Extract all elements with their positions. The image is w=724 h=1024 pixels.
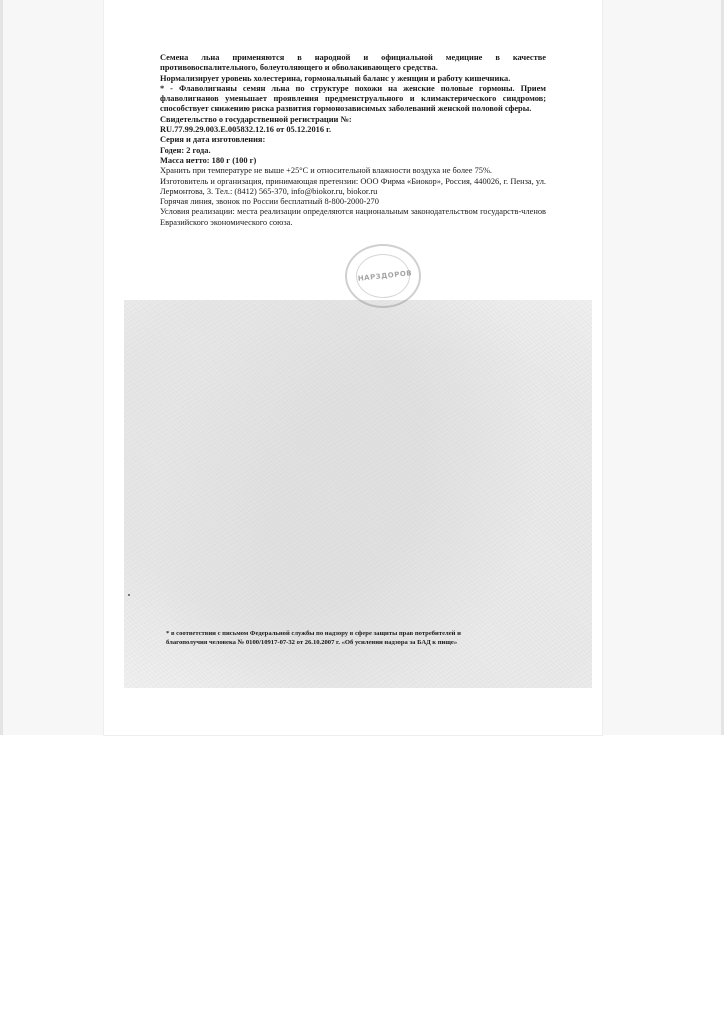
- scan-speck: [128, 594, 130, 596]
- paragraph-usage: Семена льна применяются в народной и официальной медицине в качестве противовоспалительного, болеутоляющего и обволакивающего средства.: [160, 53, 546, 73]
- storage-conditions: Хранить при температуре не выше +25°С и относительной влажности воздуха не более 75%.: [160, 166, 493, 176]
- stamp-text: НАРЗДОРОВ: [357, 269, 413, 283]
- shelf-life: Годен: 2 года.: [160, 145, 211, 155]
- manufacturer-info: Изготовитель и организация, принимающая претензии: ООО Фирма «Биокор», Россия, 440026, г. Пенза, ул. Лермонтова, 3. Тел.: (8412) 565-370, info@biokor.ru, biokor.ru: [160, 176, 546, 196]
- paragraph-normalizes: Нормализирует уровень холестерина, гормональный баланс у женщин и работу кишечника.: [160, 73, 511, 83]
- footnote: [166, 629, 526, 647]
- footnote-line-1: * в соответствии с письмом Федеральной службы по надзору в сфере защиты прав потребителей и: [166, 630, 461, 637]
- sheet-edge-left: [0, 0, 3, 735]
- document-body: [160, 53, 546, 228]
- paragraph-flavolignans: * - Флаволигнаны семян льна по структуре похожи на женские половые гормоны. Прием флаволигнанов уменьшает проявления предменструального и климактерического синдромов; способствует снижению риска развития гормонозависимых заболеваний женской половой сферы.: [160, 83, 546, 114]
- registration-number: RU.77.99.29.003.E.005832.12.16 от 05.12.2016 г.: [160, 125, 332, 135]
- company-stamp: [345, 244, 421, 308]
- sale-conditions: Условия реализации: места реализации определяются национальным законодательством государств-членов Евразийского экономического союза.: [160, 207, 546, 227]
- registration-label: Свидетельство о государственной регистрации №:: [160, 114, 352, 124]
- net-weight: Масса нетто: 180 г (100 г): [160, 155, 257, 165]
- footnote-line-2: благополучия человека № 0100/10917-07-32 от 26.10.2007 г. «Об усилении надзора за БАД к пище»: [166, 639, 458, 646]
- hotline: Горячая линия, звонок по России бесплатный 8-800-2000-270: [160, 197, 379, 207]
- batch-date-label: Серия и дата изготовления:: [160, 135, 266, 145]
